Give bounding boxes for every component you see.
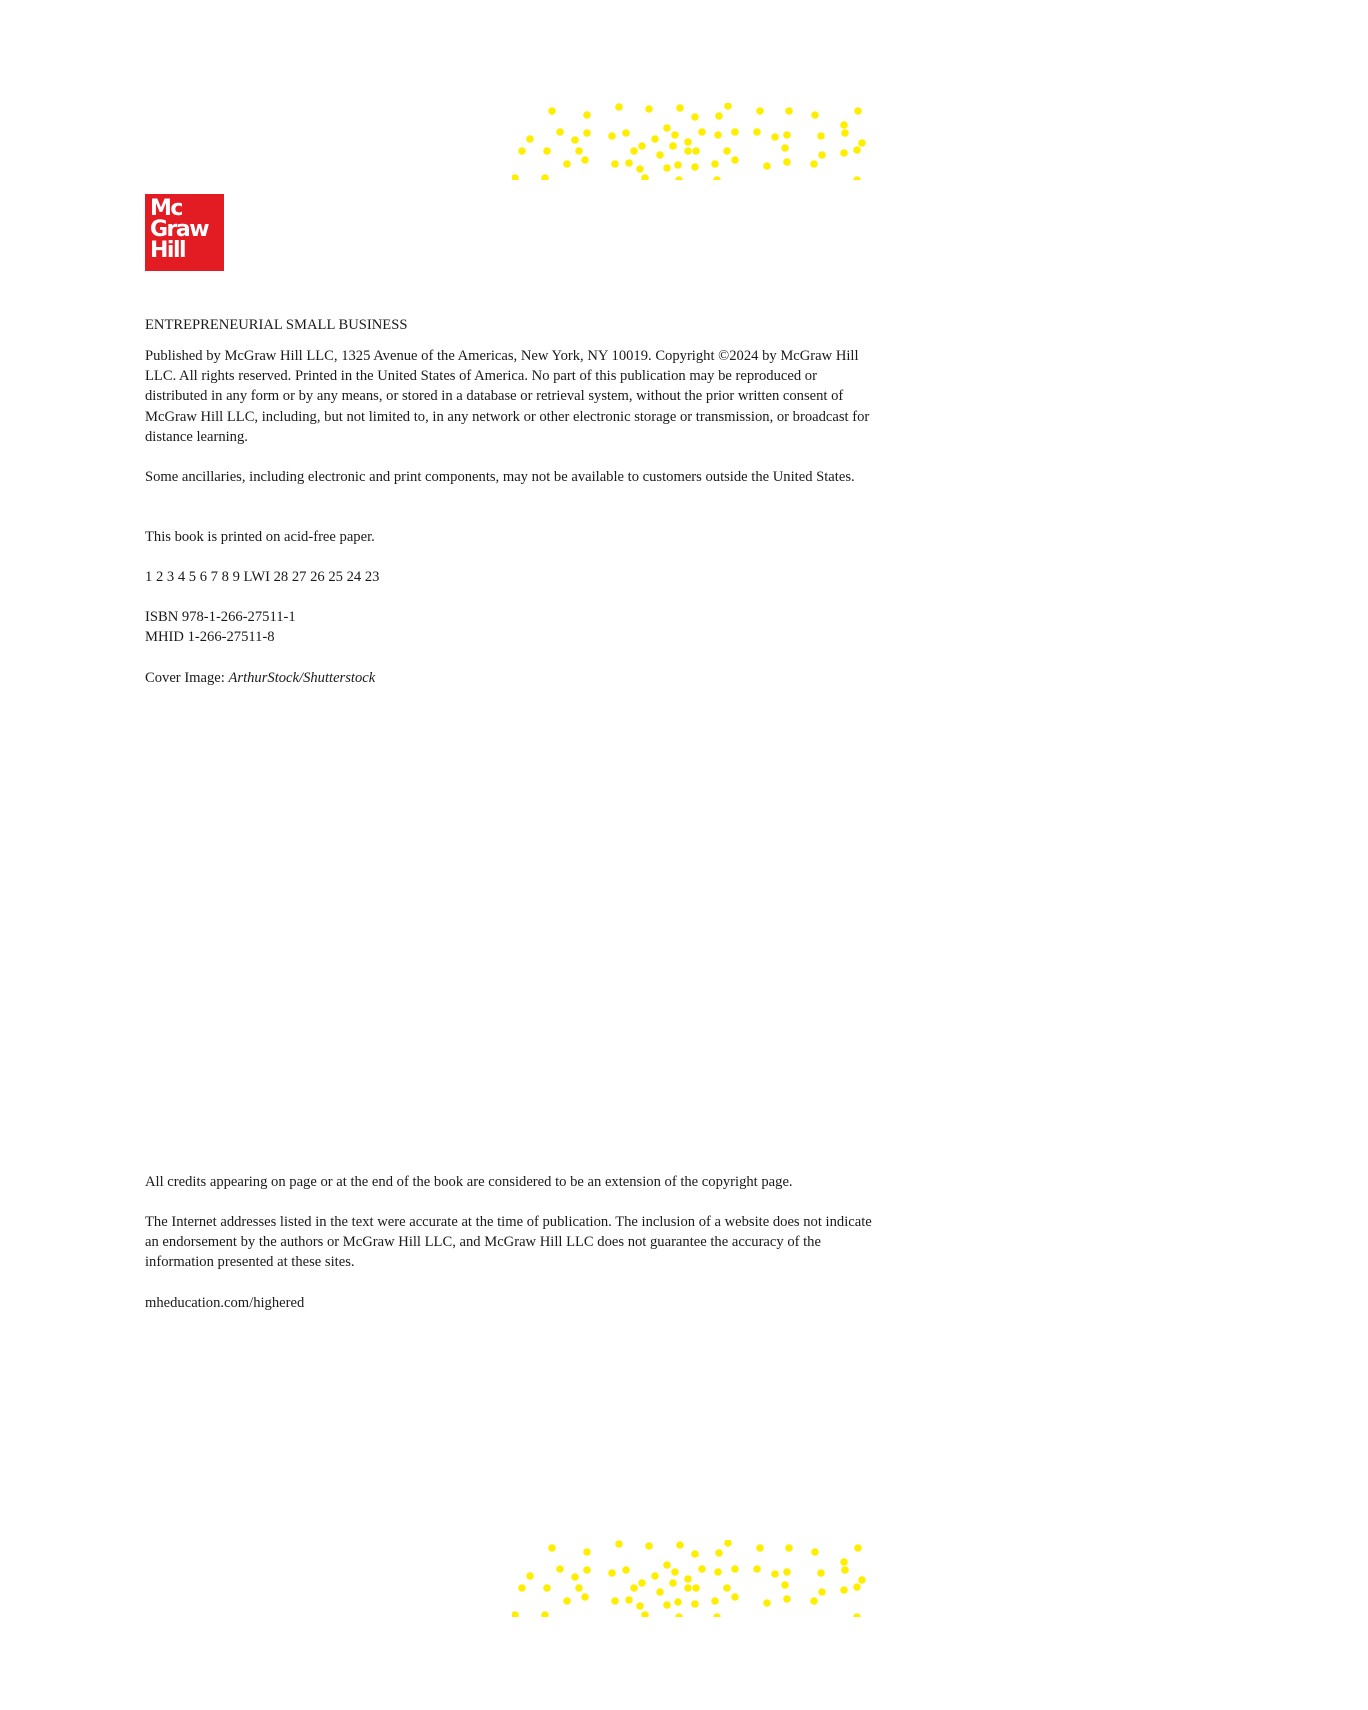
decorative-dots-top-dot-11 bbox=[840, 121, 848, 129]
decorative-dots-top-dot-49 bbox=[625, 159, 633, 167]
decorative-dots-top-dot-52 bbox=[674, 161, 682, 169]
decorative-dots-top-dot-37 bbox=[656, 151, 664, 159]
decorative-dots-top-dot-33 bbox=[543, 147, 551, 155]
decorative-dots-bottom-dot-4 bbox=[676, 1541, 684, 1549]
decorative-dots-top-dot-40 bbox=[692, 147, 700, 155]
decorative-dots-top bbox=[512, 103, 868, 180]
decorative-dots-top-dot-34 bbox=[575, 147, 583, 155]
decorative-dots-top-dot-42 bbox=[781, 144, 789, 152]
decorative-dots-top-dot-21 bbox=[671, 131, 679, 139]
isbn: ISBN 978-1-266-27511-1 bbox=[145, 609, 296, 625]
decorative-dots-bottom-dot-56 bbox=[763, 1599, 771, 1607]
decorative-dots-bottom-dot-33 bbox=[543, 1584, 551, 1592]
decorative-dots-top-dot-44 bbox=[840, 149, 848, 157]
decorative-dots-top-dot-50 bbox=[636, 165, 644, 173]
decorative-dots-top-dot-43 bbox=[818, 151, 826, 159]
decorative-dots-top-dot-22 bbox=[684, 138, 692, 146]
decorative-dots-bottom-dot-0 bbox=[548, 1544, 556, 1552]
decorative-dots-bottom-dot-34 bbox=[575, 1584, 583, 1592]
decorative-dots-bottom-dot-55 bbox=[731, 1593, 739, 1601]
decorative-dots-bottom-dot-52 bbox=[674, 1598, 682, 1606]
decorative-dots-top-dot-3 bbox=[645, 105, 653, 113]
decorative-dots-bottom-dot-48 bbox=[611, 1597, 619, 1605]
decorative-dots-top-dot-61 bbox=[641, 174, 649, 180]
decorative-dots-top-dot-17 bbox=[608, 132, 616, 140]
decorative-dots-bottom-dot-45 bbox=[853, 1583, 861, 1591]
decorative-dots-bottom-dot-1 bbox=[583, 1548, 591, 1556]
cover-image-credit bbox=[145, 668, 875, 688]
decorative-dots-top-dot-5 bbox=[691, 113, 699, 121]
decorative-dots-bottom-dot-11 bbox=[840, 1558, 848, 1566]
logo-line-mc: Mc bbox=[150, 196, 182, 221]
decorative-dots-bottom-dot-19 bbox=[651, 1572, 659, 1580]
decorative-dots-bottom-dot-42 bbox=[781, 1581, 789, 1589]
decorative-dots-top-dot-46 bbox=[563, 160, 571, 168]
decorative-dots-bottom-dot-40 bbox=[692, 1584, 700, 1592]
decorative-dots-bottom-dot-10 bbox=[811, 1548, 819, 1556]
decorative-dots-bottom-dot-30 bbox=[841, 1566, 849, 1574]
decorative-dots-top-dot-25 bbox=[731, 128, 739, 136]
decorative-dots-bottom-dot-62 bbox=[675, 1613, 683, 1617]
decorative-dots-top-dot-13 bbox=[526, 135, 534, 143]
decorative-dots-top-dot-26 bbox=[753, 128, 761, 136]
decorative-dots-bottom-dot-21 bbox=[671, 1568, 679, 1576]
cover-label: Cover Image: bbox=[145, 670, 229, 686]
decorative-dots-top-dot-4 bbox=[676, 104, 684, 112]
decorative-dots-top-dot-28 bbox=[783, 131, 791, 139]
decorative-dots-top-dot-63 bbox=[713, 176, 721, 180]
decorative-dots-bottom bbox=[512, 1540, 868, 1617]
decorative-dots-top-dot-64 bbox=[853, 176, 861, 180]
decorative-dots-top-dot-45 bbox=[853, 146, 861, 154]
internet-disclaimer: The Internet addresses listed in the text were accurate at the time of publication. The inclusion of a website does not indicate an endorsement by the authors or McGraw Hill LLC, and McGraw Hill LLC does not guarantee the accuracy of the information presented at these sites. bbox=[145, 1214, 872, 1271]
decorative-dots-bottom-dot-6 bbox=[715, 1549, 723, 1557]
mhid: MHID 1-266-27511-8 bbox=[145, 629, 275, 646]
decorative-dots-bottom-dot-2 bbox=[615, 1540, 623, 1548]
decorative-dots-top-dot-32 bbox=[518, 147, 526, 155]
decorative-dots-top-dot-24 bbox=[714, 131, 722, 139]
decorative-dots-top-dot-6 bbox=[715, 112, 723, 120]
decorative-dots-bottom-dot-32 bbox=[518, 1584, 526, 1592]
decorative-dots-top-dot-60 bbox=[541, 174, 549, 180]
decorative-dots-bottom-dot-51 bbox=[663, 1601, 671, 1609]
decorative-dots-top-dot-41 bbox=[723, 147, 731, 155]
website-address: mheducation.com/highered bbox=[145, 1295, 305, 1311]
decorative-dots-top-dot-20 bbox=[663, 124, 671, 132]
decorative-dots-bottom-dot-46 bbox=[563, 1597, 571, 1605]
logo-line-graw: Graw bbox=[150, 217, 209, 242]
decorative-dots-top-dot-53 bbox=[691, 163, 699, 171]
decorative-dots-top-dot-12 bbox=[854, 107, 862, 115]
decorative-dots-bottom-dot-29 bbox=[817, 1569, 825, 1577]
decorative-dots-top-dot-56 bbox=[763, 162, 771, 170]
decorative-dots-bottom-dot-37 bbox=[656, 1588, 664, 1596]
decorative-dots-top-dot-54 bbox=[711, 160, 719, 168]
decorative-dots-bottom-dot-58 bbox=[810, 1597, 818, 1605]
decorative-dots-top-dot-35 bbox=[630, 147, 638, 155]
decorative-dots-top-dot-47 bbox=[581, 156, 589, 164]
decorative-dots-bottom-dot-5 bbox=[691, 1550, 699, 1558]
decorative-dots-bottom-dot-27 bbox=[771, 1570, 779, 1578]
decorative-dots-bottom-dot-57 bbox=[783, 1595, 791, 1603]
decorative-dots-bottom-dot-47 bbox=[581, 1593, 589, 1601]
decorative-dots-bottom-dot-41 bbox=[723, 1584, 731, 1592]
decorative-dots-top-dot-29 bbox=[817, 132, 825, 140]
decorative-dots-bottom-dot-35 bbox=[630, 1584, 638, 1592]
decorative-dots-bottom-dot-14 bbox=[556, 1565, 564, 1573]
decorative-dots-top-dot-8 bbox=[756, 107, 764, 115]
decorative-dots-bottom-dot-50 bbox=[636, 1602, 644, 1610]
book-title: ENTREPRENEURIAL SMALL BUSINESS bbox=[145, 317, 408, 333]
decorative-dots-bottom-dot-49 bbox=[625, 1596, 633, 1604]
decorative-dots-top-dot-14 bbox=[556, 128, 564, 136]
decorative-dots-top-dot-38 bbox=[669, 142, 677, 150]
decorative-dots-bottom-dot-7 bbox=[724, 1540, 732, 1547]
ancillaries-notice: Some ancillaries, including electronic and print components, may not be available to customers outside the United States. bbox=[145, 469, 855, 485]
decorative-dots-bottom-dot-9 bbox=[785, 1544, 793, 1552]
decorative-dots-bottom-dot-60 bbox=[541, 1611, 549, 1617]
decorative-dots-bottom-dot-38 bbox=[669, 1579, 677, 1587]
logo-line-hill: Hill bbox=[150, 238, 186, 263]
decorative-dots-bottom-dot-36 bbox=[638, 1579, 646, 1587]
decorative-dots-bottom-dot-13 bbox=[526, 1572, 534, 1580]
decorative-dots-bottom-dot-17 bbox=[608, 1569, 616, 1577]
decorative-dots-bottom-dot-64 bbox=[853, 1613, 861, 1617]
decorative-dots-top-dot-15 bbox=[571, 136, 579, 144]
publisher-statement: Published by McGraw Hill LLC, 1325 Avenue of the Americas, New York, NY 10019. Copyright ©2024 by McGraw Hill LLC. All rights reserved. Printed in the United States of America. No part of this publication may be reproduced or distributed in any form or by any means, or stored in a database or retrieval system, without the prior written consent of McGraw Hill LLC, including, but not limited to, in any network or other electronic storage or transmission, or broadcast for distance learning. bbox=[145, 348, 870, 445]
decorative-dots-top-dot-19 bbox=[651, 135, 659, 143]
decorative-dots-top-dot-51 bbox=[663, 164, 671, 172]
isbn-block bbox=[145, 607, 875, 647]
decorative-dots-top-dot-48 bbox=[611, 160, 619, 168]
decorative-dots-bottom-dot-43 bbox=[818, 1588, 826, 1596]
decorative-dots-top-dot-16 bbox=[583, 129, 591, 137]
decorative-dots-top-dot-36 bbox=[638, 142, 646, 150]
decorative-dots-bottom-dot-61 bbox=[641, 1611, 649, 1617]
decorative-dots-bottom-dot-8 bbox=[756, 1544, 764, 1552]
decorative-dots-bottom-dot-20 bbox=[663, 1561, 671, 1569]
decorative-dots-top-dot-55 bbox=[731, 156, 739, 164]
decorative-dots-top-dot-1 bbox=[583, 111, 591, 119]
decorative-dots-top-dot-59 bbox=[512, 174, 519, 180]
decorative-dots-top-dot-2 bbox=[615, 103, 623, 111]
decorative-dots-top-dot-0 bbox=[548, 107, 556, 115]
decorative-dots-bottom-dot-18 bbox=[622, 1566, 630, 1574]
cover-credit: ArthurStock/Shutterstock bbox=[228, 670, 376, 686]
decorative-dots-bottom-dot-31 bbox=[858, 1576, 866, 1584]
decorative-dots-top-dot-39 bbox=[684, 147, 692, 155]
decorative-dots-bottom-dot-25 bbox=[731, 1565, 739, 1573]
decorative-dots-bottom-dot-44 bbox=[840, 1586, 848, 1594]
decorative-dots-top-dot-57 bbox=[783, 158, 791, 166]
decorative-dots-top-dot-23 bbox=[698, 128, 706, 136]
decorative-dots-top-dot-27 bbox=[771, 133, 779, 141]
decorative-dots-top-dot-62 bbox=[675, 176, 683, 180]
decorative-dots-bottom-dot-24 bbox=[714, 1568, 722, 1576]
decorative-dots-top-dot-10 bbox=[811, 111, 819, 119]
printing-line: 1 2 3 4 5 6 7 8 9 LWI 28 27 26 25 24 23 bbox=[145, 569, 380, 585]
decorative-dots-bottom-dot-23 bbox=[698, 1565, 706, 1573]
decorative-dots-bottom-dot-26 bbox=[753, 1565, 761, 1573]
decorative-dots-bottom-dot-12 bbox=[854, 1544, 862, 1552]
decorative-dots-bottom-dot-59 bbox=[512, 1611, 519, 1617]
decorative-dots-bottom-dot-63 bbox=[713, 1613, 721, 1617]
decorative-dots-bottom-dot-15 bbox=[571, 1573, 579, 1581]
decorative-dots-top-dot-58 bbox=[810, 160, 818, 168]
decorative-dots-bottom-dot-53 bbox=[691, 1600, 699, 1608]
paper-notice: This book is printed on acid-free paper. bbox=[145, 529, 375, 545]
decorative-dots-top-dot-18 bbox=[622, 129, 630, 137]
decorative-dots-top-dot-31 bbox=[858, 139, 866, 147]
decorative-dots-bottom-dot-54 bbox=[711, 1597, 719, 1605]
decorative-dots-top-dot-7 bbox=[724, 103, 732, 110]
decorative-dots-bottom-dot-28 bbox=[783, 1568, 791, 1576]
decorative-dots-bottom-dot-39 bbox=[684, 1584, 692, 1592]
decorative-dots-bottom-dot-16 bbox=[583, 1566, 591, 1574]
credits-notice: All credits appearing on page or at the end of the book are considered to be an extension of the copyright page. bbox=[145, 1174, 793, 1190]
decorative-dots-top-dot-9 bbox=[785, 107, 793, 115]
mcgraw-hill-logo bbox=[145, 194, 224, 271]
decorative-dots-bottom-dot-22 bbox=[684, 1575, 692, 1583]
decorative-dots-top-dot-30 bbox=[841, 129, 849, 137]
decorative-dots-bottom-dot-3 bbox=[645, 1542, 653, 1550]
